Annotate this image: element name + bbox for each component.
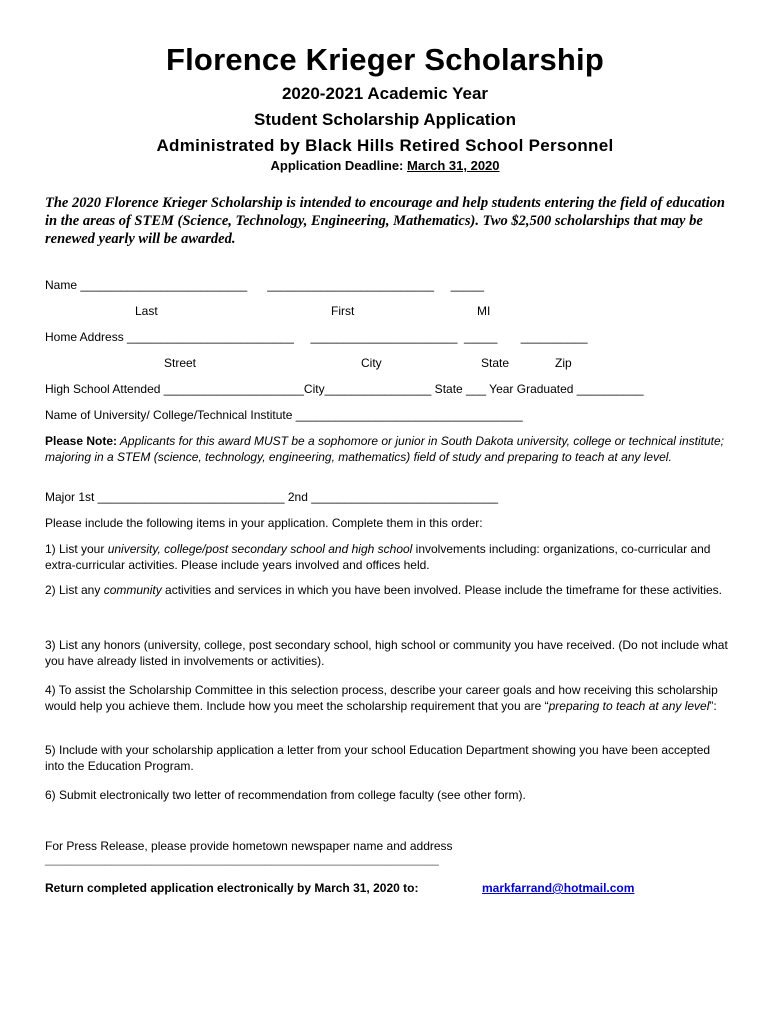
item1-emphasis: university, college/post secondary school and high school <box>107 542 413 556</box>
major-field-line[interactable]: Major 1st ____________________________ 2nd ____________________________ <box>45 490 499 504</box>
item2-suffix: activities and services in which you have been involved. Please include the timeframe for these activities. <box>161 583 723 597</box>
home-address-field-line[interactable]: Home Address _________________________ ______________________ _____ __________ <box>45 330 588 344</box>
academic-year: 2020-2021 Academic Year <box>281 84 489 103</box>
press-release-text: For Press Release, please provide hometown newspaper name and address <box>45 839 453 853</box>
name-last-label: Last <box>135 304 158 318</box>
please-note <box>45 434 730 465</box>
note-text: Applicants for this award MUST be a sophomore or junior in South Dakota university, college or technical institute; majoring in a STEM (science, technology, engineering, mathematics) field of study and preparing to teach at any level. <box>45 434 724 464</box>
address-street-label: Street <box>164 356 197 370</box>
document-title: Florence Krieger Scholarship <box>165 42 604 77</box>
item4-emphasis: preparing to teach at any level <box>548 698 710 713</box>
instruction-item-3: 3) List any honors (university, college, post secondary school, high school or community you have received. (Do not include what you have already listed in involvements or activities). <box>45 638 728 668</box>
return-instruction: Return completed application electronically by March 31, 2020 to: <box>45 881 419 895</box>
address-zip-label: Zip <box>555 356 572 370</box>
deadline-date: March 31, 2020 <box>407 158 500 173</box>
administered-by: Administrated by Black Hills Retired School Personnel <box>156 136 614 155</box>
university-field-line[interactable]: Name of University/ College/Technical Institute __________________________________ <box>45 408 523 422</box>
deadline-label: Application Deadline: <box>270 158 407 173</box>
form-name: Student Scholarship Application <box>254 110 516 129</box>
item2-emphasis: community <box>103 583 162 597</box>
item1-suffix: involvements including: organizations, co-curricular and extra-curricular activities. Please include years involved and offices held. <box>45 542 711 572</box>
instructions-intro: Please include the following items in your application. Complete them in this order: <box>45 516 483 530</box>
item2-prefix: 2) List any <box>45 583 104 597</box>
name-first-label: First <box>331 304 355 318</box>
application-deadline <box>0 158 770 173</box>
instruction-item-4 <box>45 683 730 714</box>
item4-suffix: ”: <box>709 698 717 713</box>
address-state-label: State <box>481 356 510 370</box>
instruction-item-5: 5) Include with your scholarship application a letter from your school Education Department showing you have been accepted into the Education Program. <box>45 743 711 773</box>
instruction-item-1 <box>45 542 730 573</box>
intro-paragraph: The 2020 Florence Krieger Scholarship is intended to encourage and help students entering the field of education in the areas of STEM (Science, Technology, Engineering, Mathematics). Two $2,500 scholarships that may be renewed yearly will be awarded. <box>45 195 725 247</box>
instruction-item-2 <box>45 583 730 599</box>
email-link[interactable]: markfarrand@hotmail.com <box>482 881 635 895</box>
note-label: Please Note: <box>45 434 118 448</box>
item4-prefix: 4) To assist the Scholarship Committee in this selection process, describe your career goals and how receiving this scholarship would help you achieve them. Include how you meet the scholarship requirement that you are “ <box>45 683 718 713</box>
instruction-item-6: 6) Submit electronically two letter of recommendation from college faculty (see other form). <box>45 788 526 802</box>
press-release-field-line[interactable]: ___________________________________________________________ <box>45 852 439 866</box>
item1-prefix: 1) List your <box>45 542 108 556</box>
address-city-label: City <box>361 356 382 370</box>
high-school-field-line[interactable]: High School Attended _____________________City________________ State ___ Year Graduated __________ <box>45 382 644 396</box>
name-mi-label: MI <box>477 304 491 318</box>
name-field-line[interactable]: Name _________________________ _________________________ _____ <box>45 278 485 292</box>
